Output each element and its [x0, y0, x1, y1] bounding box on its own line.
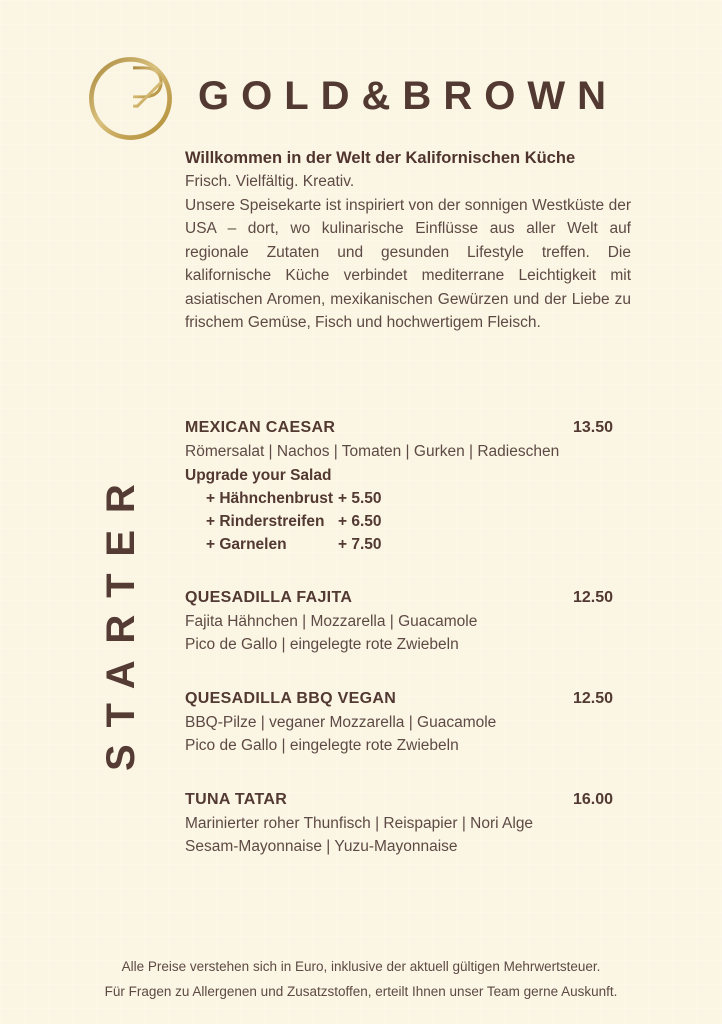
menu-item-mexican-caesar [185, 416, 631, 556]
upgrade-option [185, 487, 631, 510]
item-description: Pico de Gallo | eingelegte rote Zwiebeln [185, 636, 459, 653]
menu-item-quesadilla-bbq-vegan [185, 687, 631, 758]
item-head [185, 586, 631, 610]
footer-tax-note: Alle Preise verstehen sich in Euro, inklusive der aktuell gültigen Mehrwertsteuer. [121, 959, 601, 974]
intro-title: Willkommen in der Welt der Kalifornischen Küche [185, 149, 576, 167]
item-price: 16.00 [572, 790, 613, 808]
item-head [185, 687, 631, 711]
item-description: Pico de Gallo | eingelegte rote Zwiebeln [185, 737, 459, 754]
item-name: QUESADILLA FAJITA [185, 588, 353, 606]
upgrade-option-name: + Hähnchenbrust [206, 489, 334, 507]
menu-item-quesadilla-fajita [185, 586, 631, 657]
section-label-starter: STARTER [99, 467, 143, 771]
item-description: Marinierter roher Thunfisch | Reispapier | Nori Alge [185, 814, 534, 832]
menu-item-tuna-tatar [185, 788, 631, 859]
item-description: Römersalat | Nachos | Tomaten | Gurken | Radieschen [185, 443, 560, 460]
intro-tagline: Frisch. Vielfältig. Kreativ. [185, 173, 355, 190]
upgrade-option [185, 510, 631, 533]
item-name: QUESADILLA BBQ VEGAN [185, 689, 397, 707]
footer-allergen-note: Für Fragen zu Allergenen und Zusatzstoffen, erteilt Ihnen unser Team gerne Auskunft. [104, 984, 618, 999]
upgrade-option-price: + 6.50 [338, 512, 382, 530]
upgrade-option-price: + 7.50 [338, 535, 382, 553]
item-price: 12.50 [572, 588, 613, 606]
item-description: Fajita Hähnchen | Mozzarella | Guacamole [185, 612, 478, 630]
intro-body: Unsere Speisekarte ist inspiriert von der sonnigen Westküste der USA – dort, wo kulinarische Einflüsse aus aller Welt auf regionale Zutaten und gesunden Lifestyle treffen. Die kalifornische Küche verbindet mediterrane Leichtigkeit mit asiatischen Aromen, mexikanischen Gewürzen und der Liebe zu frischem Gemüse, Fisch und hochwertigem Fleisch. [185, 196, 631, 331]
item-description: Sesam-Mayonnaise | Yuzu-Mayonnaise [185, 838, 458, 855]
upgrade-title: Upgrade your Salad [185, 466, 332, 484]
footer [0, 954, 722, 1004]
brand-name: GOLD&BROWN [198, 74, 618, 118]
brand-monogram-logo-icon [88, 56, 173, 141]
upgrade-option-name: + Garnelen [206, 535, 287, 553]
item-price: 12.50 [572, 689, 613, 707]
item-description: BBQ-Pilze | veganer Mozzarella | Guacamole [185, 713, 497, 731]
item-name: TUNA TATAR [185, 790, 288, 808]
item-head [185, 416, 631, 440]
item-price: 13.50 [572, 419, 613, 436]
item-head [185, 788, 631, 812]
upgrade-option [185, 533, 631, 556]
intro-section [185, 146, 631, 335]
menu-list [185, 416, 631, 889]
item-name: MEXICAN CAESAR [185, 419, 336, 436]
upgrade-option-price: + 5.50 [338, 489, 382, 507]
upgrade-option-name: + Rinderstreifen [206, 512, 325, 530]
